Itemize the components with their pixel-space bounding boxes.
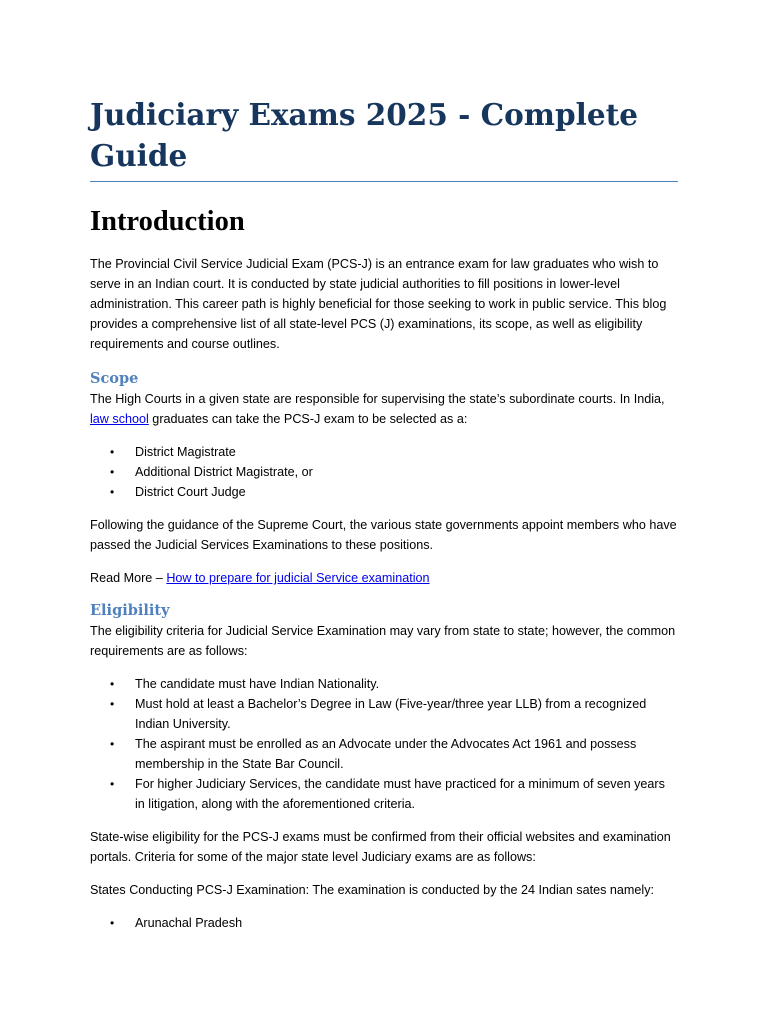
eligibility-intro-paragraph: The eligibility criteria for Judicial Service Examination may vary from state to state; however, the common requirements are as follows: xyxy=(90,624,676,658)
list-item xyxy=(90,674,678,694)
list-item-text: Additional District Magistrate, or xyxy=(135,465,313,479)
intro-heading: Introduction xyxy=(90,206,245,237)
scope-text-before-link: The High Courts in a given state are responsible for supervising the state’s subordinate courts. In India, xyxy=(90,392,665,406)
list-item xyxy=(90,913,678,933)
bullet-icon: • xyxy=(110,485,115,499)
read-more-prefix: Read More – xyxy=(90,571,167,585)
scope-text-after-link: graduates can take the PCS-J exam to be selected as a: xyxy=(148,412,468,426)
eligibility-heading: Eligibility xyxy=(90,602,170,619)
list-item xyxy=(90,694,678,734)
scope-appointment-paragraph: Following the guidance of the Supreme Court, the various state governments appoint members who have passed the Judicial Services Examinations to these positions. xyxy=(90,518,677,552)
bullet-icon: • xyxy=(110,916,115,930)
bullet-icon: • xyxy=(110,445,115,459)
states-conducting-paragraph: States Conducting PCS-J Examination: The examination is conducted by the 24 Indian sates namely: xyxy=(90,883,655,897)
states-list xyxy=(90,913,678,933)
bullet-icon: • xyxy=(110,737,115,751)
scope-positions-list xyxy=(90,442,678,502)
list-item-text: Must hold at least a Bachelor’s Degree in Law (Five-year/three year LLB) from a recognized Indian University. xyxy=(135,697,647,731)
list-item xyxy=(90,774,678,814)
list-item-text: District Court Judge xyxy=(135,485,246,499)
list-item xyxy=(90,734,678,774)
scope-paragraph xyxy=(90,389,678,429)
list-item-text: The aspirant must be enrolled as an Advocate under the Advocates Act 1961 and possess membership in the State Bar Council. xyxy=(135,737,637,771)
list-item-text: Arunachal Pradesh xyxy=(135,916,243,930)
list-item-text: District Magistrate xyxy=(135,445,236,459)
law-school-link[interactable]: law school xyxy=(90,412,149,426)
bullet-icon: • xyxy=(110,677,115,691)
state-eligibility-paragraph: State-wise eligibility for the PCS-J exams must be confirmed from their official websites and examination portals. Criteria for some of the major state level Judiciary exams are as follows: xyxy=(90,830,671,864)
intro-paragraph: The Provincial Civil Service Judicial Exam (PCS-J) is an entrance exam for law graduates who wish to serve in an Indian court. It is conducted by state judicial authorities to fill positions in lower-level administration. This career path is highly beneficial for those seeking to work in public service. This blog provides a comprehensive list of all state-level PCS (J) examinations, its scope, as well as eligibility requirements and course outlines. xyxy=(90,257,667,351)
list-item xyxy=(90,482,678,502)
bullet-icon: • xyxy=(110,777,115,791)
list-item-text: For higher Judiciary Services, the candidate must have practiced for a minimum of seven years in litigation, along with the aforementioned criteria. xyxy=(135,777,665,811)
list-item xyxy=(90,462,678,482)
document-title: Judiciary Exams 2025 - Complete Guide xyxy=(90,94,678,182)
document-content xyxy=(90,94,678,946)
bullet-icon: • xyxy=(110,697,115,711)
eligibility-criteria-list xyxy=(90,674,678,814)
read-more-link[interactable]: How to prepare for judicial Service examination xyxy=(166,571,430,585)
bullet-icon: • xyxy=(110,465,115,479)
scope-heading: Scope xyxy=(90,370,139,387)
list-item-text: The candidate must have Indian Nationality. xyxy=(135,677,380,691)
list-item xyxy=(90,442,678,462)
read-more-paragraph xyxy=(90,568,678,588)
